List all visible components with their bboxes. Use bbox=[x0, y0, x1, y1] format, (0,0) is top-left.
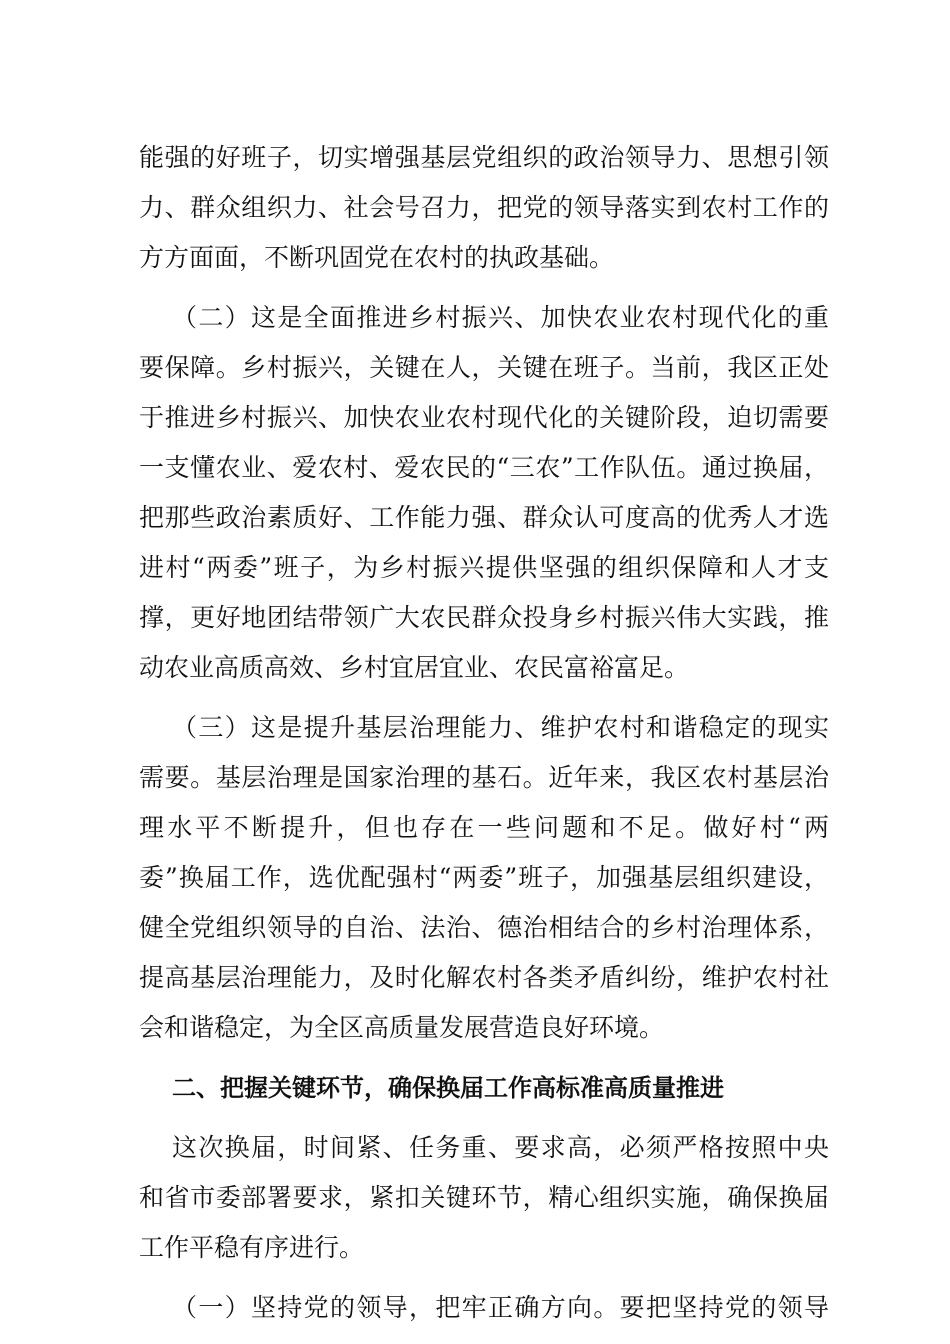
paragraph-line: 健全党组织领导的自治、法治、德治相结合的乡村治理体系， bbox=[139, 913, 829, 942]
paragraph-line: 需要。基层治理是国家治理的基石。近年来，我区农村基层治 bbox=[139, 763, 829, 792]
paragraph-line: 委”换届工作，选优配强村“两委”班子，加强基层组织建设， bbox=[139, 863, 829, 892]
paragraph-line: 这次换届，时间紧、任务重、要求高，必须严格按照中央 bbox=[172, 1133, 829, 1162]
paragraph-line: 一支懂农业、爱农村、爱农民的“三农”工作队伍。通过换届， bbox=[139, 453, 829, 482]
paragraph-line: 动农业高质高效、乡村宜居宜业、农民富裕富足。 bbox=[139, 653, 690, 682]
paragraph-line: 要保障。乡村振兴，关键在人，关键在班子。当前，我区正处 bbox=[139, 353, 829, 382]
paragraph-line: 和省市委部署要求，紧扣关键环节，精心组织实施，确保换届 bbox=[139, 1183, 829, 1212]
paragraph-line: 于推进乡村振兴、加快农业农村现代化的关键阶段，迫切需要 bbox=[139, 403, 829, 432]
paragraph-line: 进村“两委”班子，为乡村振兴提供坚强的组织保障和人才支 bbox=[139, 553, 829, 582]
paragraph-line: 撑，更好地团结带领广大农民群众投身乡村振兴伟大实践，推 bbox=[139, 603, 829, 632]
paragraph-line: （二）这是全面推进乡村振兴、加快农业农村现代化的重 bbox=[172, 303, 829, 332]
paragraph-line: 力、群众组织力、社会号召力，把党的领导落实到农村工作的 bbox=[139, 193, 829, 222]
paragraph-line: 能强的好班子，切实增强基层党组织的政治领导力、思想引领 bbox=[139, 143, 829, 172]
section-heading: 二、把握关键环节，确保换届工作高标准高质量推进 bbox=[172, 1074, 724, 1102]
paragraph-line: （三）这是提升基层治理能力、维护农村和谐稳定的现实 bbox=[172, 713, 829, 742]
paragraph-line: 理水平不断提升，但也存在一些问题和不足。做好村“两 bbox=[139, 813, 829, 842]
paragraph-line: 会和谐稳定，为全区高质量发展营造良好环境。 bbox=[139, 1013, 665, 1042]
paragraph-line: 方方面面，不断巩固党在农村的执政基础。 bbox=[139, 243, 615, 272]
paragraph-line: 提高基层治理能力，及时化解农村各类矛盾纠纷，维护农村社 bbox=[139, 963, 829, 992]
paragraph-line: （一）坚持党的领导，把牢正确方向。要把坚持党的领导 bbox=[172, 1293, 829, 1322]
paragraph-line: 把那些政治素质好、工作能力强、群众认可度高的优秀人才选 bbox=[139, 503, 829, 532]
paragraph-line: 工作平稳有序进行。 bbox=[139, 1233, 365, 1262]
